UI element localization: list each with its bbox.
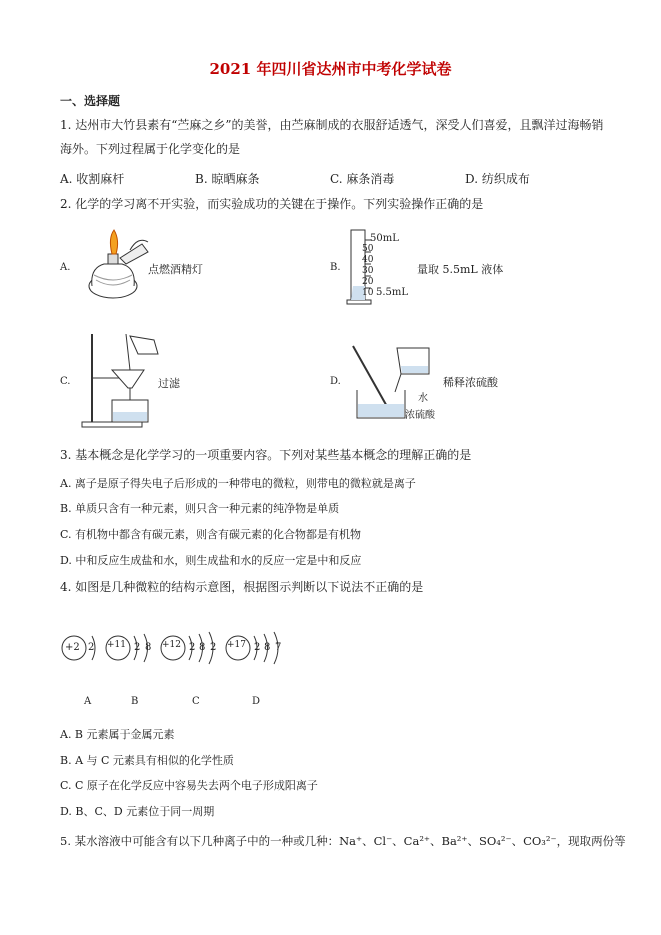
cylinder-tick: 50 (362, 244, 374, 254)
q1-line2: 海外。下列过程属于化学变化的是 (60, 142, 241, 156)
q1-option-b: B. 晾晒麻条 (195, 172, 260, 186)
q3-stem: 3. 基本概念是化学学习的一项重要内容。下列对某些基本概念的理解正确的是 (60, 448, 472, 462)
particle-label-d: D (252, 696, 261, 707)
filtration-figure (78, 330, 168, 430)
page-title: 2021 年四川省达州市中考化学试卷 (209, 60, 452, 78)
cylinder-tick: 40 (362, 255, 374, 265)
shell-c-2: 8 (199, 642, 206, 653)
cylinder-tick: 20 (362, 277, 374, 287)
q3-option-c: C. 有机物中都含有碳元素，则含有碳元素的化合物都是有机物 (60, 528, 362, 541)
nucleus-c: +12 (162, 640, 181, 650)
q1-line1: 1. 达州市大竹县素有“苎麻之乡”的美誉，由苎麻制成的衣服舒适透气，深受人们喜爱，且飘洋过海畅销 (60, 118, 604, 132)
particle-label-c: C (192, 696, 200, 707)
shell-d-1: 2 (254, 642, 261, 653)
shell-c-1: 2 (189, 642, 196, 653)
acid-label: 浓硫酸 (405, 410, 435, 421)
q1-option-a: A. 收割麻杆 (60, 172, 125, 186)
q3-option-a: A. 离子是原子得失电子后形成的一种带电的微粒，则带电的微粒就是离子 (60, 477, 416, 490)
q3-option-d: D. 中和反应生成盐和水，则生成盐和水的反应一定是中和反应 (60, 554, 362, 567)
nucleus-a: +2 (65, 642, 80, 653)
q2-stem: 2. 化学的学习离不开实验，而实验成功的关键在于操作。下列实验操作正确的是 (60, 197, 484, 211)
q4-option-b: B. A 与 C 元素具有相似的化学性质 (60, 754, 234, 767)
particle-label-a: A (84, 696, 92, 707)
cylinder-top-label: 50mL (370, 233, 399, 244)
q5-stem: 5. 某水溶液中可能含有以下几种离子中的一种或几种：Na⁺、Cl⁻、Ca²⁺、Ba²⁺、SO₄²⁻、CO₃²⁻，现取两份等 (60, 834, 626, 848)
q2-b-text: 量取 5.5mL 液体 (417, 263, 504, 276)
q2-b-mark: B. (330, 262, 341, 273)
shell-b-2: 8 (145, 642, 152, 653)
shell-b-1: 2 (134, 642, 141, 653)
water-label: 水 (418, 393, 428, 404)
q2-c-mark: C. (60, 376, 71, 387)
q4-option-c: C. C 原子在化学反应中容易失去两个电子形成阳离子 (60, 779, 318, 792)
cylinder-bottom-label: 5.5mL (376, 287, 409, 298)
alcohol-lamp-figure (78, 228, 150, 303)
q2-a-mark: A. (60, 262, 71, 273)
particle-label-b: B (131, 696, 139, 707)
shell-d-3: 7 (275, 642, 282, 653)
q4-option-d: D. B、C、D 元素位于同一周期 (60, 805, 215, 818)
q4-stem: 4. 如图是几种微粒的结构示意图，根据图示判断以下说法不正确的是 (60, 580, 424, 594)
q2-a-text: 点燃酒精灯 (148, 263, 203, 276)
q4-option-a: A. B 元素属于金属元素 (60, 728, 175, 741)
q2-d-mark: D. (330, 376, 341, 387)
q1-option-c: C. 麻条消毒 (330, 172, 395, 186)
q2-c-text: 过滤 (158, 377, 180, 390)
shell-d-2: 8 (264, 642, 271, 653)
shell-c-3: 2 (210, 642, 217, 653)
nucleus-b: +11 (107, 640, 126, 650)
cylinder-tick: 30 (362, 266, 374, 276)
nucleus-d: +17 (227, 640, 246, 650)
q1-option-d: D. 纺织成布 (465, 172, 530, 186)
cylinder-tick: 10 (362, 288, 374, 298)
q2-d-text: 稀释浓硫酸 (443, 376, 498, 389)
q3-option-b: B. 单质只含有一种元素，则只含一种元素的纯净物是单质 (60, 502, 340, 515)
shell-a-1: 2 (88, 642, 95, 653)
section-heading: 一、选择题 (60, 94, 121, 108)
